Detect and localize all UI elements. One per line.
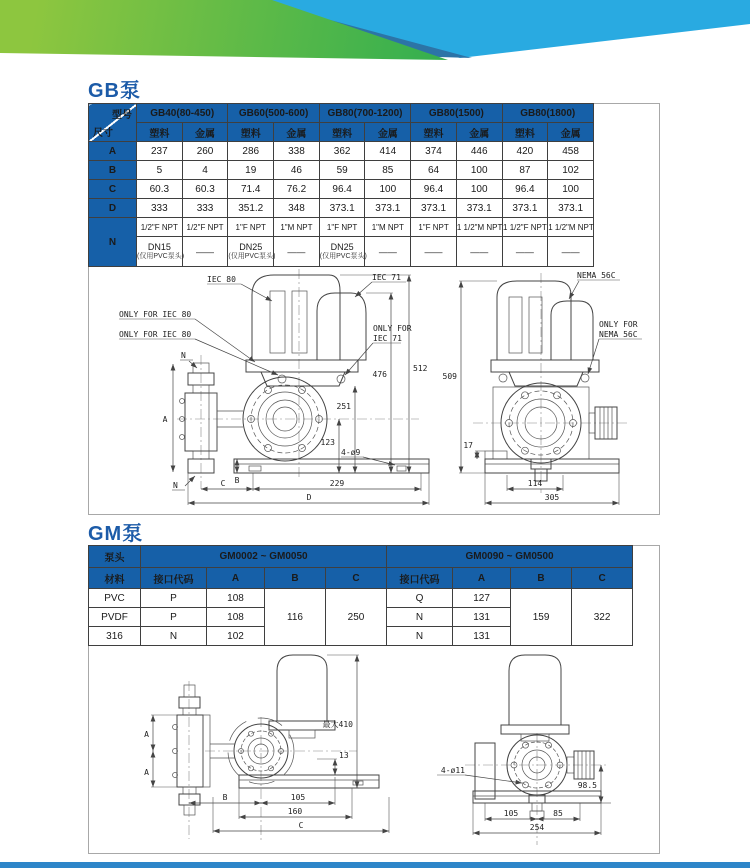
- cell: 127: [453, 589, 511, 608]
- gb-section-title: GB泵: [88, 80, 141, 102]
- subheader-cell: B: [265, 568, 326, 589]
- cell: 373.1: [456, 199, 502, 218]
- dim-label-C: C: [220, 479, 226, 488]
- model-group-header: GB80(1500): [411, 104, 502, 123]
- table-row: [89, 589, 633, 608]
- dim-label-229: 229: [329, 479, 345, 488]
- cell: 1 1/2"F NPT: [502, 218, 548, 237]
- header-row-models: [89, 546, 633, 568]
- row-label: D: [89, 199, 137, 218]
- corner-bottom-cell: 材料: [89, 568, 141, 589]
- dim-label-holes-4xd9: 4-ø9: [341, 448, 361, 457]
- cell: DN25 (仅用PVC泵头): [319, 237, 365, 267]
- dim-label-B: B: [222, 793, 228, 802]
- cell: 96.4: [502, 180, 548, 199]
- header-row-materials: [89, 123, 594, 142]
- dim-label-305: 305: [544, 493, 560, 502]
- cell: 338: [274, 142, 320, 161]
- liquid-end-stack: [180, 363, 244, 473]
- cell: 348: [274, 199, 320, 218]
- cell: 108: [207, 608, 265, 627]
- subheader-cell: A: [453, 568, 511, 589]
- dim-label-85: 85: [553, 809, 563, 818]
- cell: 373.1: [502, 199, 548, 218]
- cell: 351.2: [228, 199, 274, 218]
- header-row-models: [89, 104, 594, 123]
- row-label: C: [89, 180, 137, 199]
- material-label: 316: [89, 627, 141, 646]
- subheader-cell: 金属: [274, 123, 320, 142]
- model-group-header: GM0090 ~ GM0500: [387, 546, 633, 568]
- label-nema56c: NEMA 56C: [577, 271, 616, 280]
- subheader-cell: 金属: [456, 123, 502, 142]
- dim-label-holes-4xd11: 4-ø11: [440, 766, 465, 775]
- label-only-iec80-2: ONLY FOR IEC 80: [119, 330, 192, 339]
- cell: 96.4: [319, 180, 365, 199]
- gm-section-box: [88, 545, 660, 854]
- cell: 102: [207, 627, 265, 646]
- dim-label-A2: A: [144, 768, 149, 777]
- cell: ——: [274, 237, 320, 267]
- cell: 333: [182, 199, 228, 218]
- cell: 260: [182, 142, 228, 161]
- dim-label-D: D: [306, 493, 312, 502]
- cell: 1"F NPT: [411, 218, 457, 237]
- cell: 458: [548, 142, 594, 161]
- model-group-header: GB60(500-600): [228, 104, 319, 123]
- cell: 373.1: [548, 199, 594, 218]
- cell-merged-b: 116: [265, 589, 326, 646]
- cell: 64: [411, 161, 457, 180]
- cell: ——: [456, 237, 502, 267]
- dim-label-17: 17: [463, 441, 473, 450]
- gb-dimension-drawings: [89, 267, 657, 513]
- model-group-header: GB80(1800): [502, 104, 593, 123]
- cell: 446: [456, 142, 502, 161]
- cell: 237: [137, 142, 183, 161]
- cell: 100: [548, 180, 594, 199]
- table-row: [89, 161, 594, 180]
- table-row: [89, 199, 594, 218]
- gb-spec-table: [88, 103, 594, 267]
- dim-label-123: 123: [320, 438, 335, 447]
- gb-right-drawing: [443, 271, 642, 505]
- subheader-cell: 塑料: [137, 123, 183, 142]
- cell: 96.4: [411, 180, 457, 199]
- cell: 71.4: [228, 180, 274, 199]
- header-banner: [0, 0, 750, 70]
- cell: 60.3: [182, 180, 228, 199]
- cell: 373.1: [319, 199, 365, 218]
- dim-label-13: 13: [339, 751, 349, 760]
- page-bottom-strip: [0, 862, 750, 868]
- row-label: B: [89, 161, 137, 180]
- cell: 60.3: [137, 180, 183, 199]
- cell: 362: [319, 142, 365, 161]
- label-only-iec71-1: ONLY FOR: [373, 324, 412, 333]
- cell: N: [387, 608, 453, 627]
- dim-label-160: 160: [287, 807, 303, 816]
- cell: 373.1: [365, 199, 411, 218]
- cell: DN15 (仅用PVC泵头): [137, 237, 183, 267]
- dim-label-A: A: [162, 415, 168, 424]
- subheader-cell: 金属: [365, 123, 411, 142]
- cell-merged-c: 250: [326, 589, 387, 646]
- subheader-cell: B: [511, 568, 572, 589]
- subheader-cell: 塑料: [411, 123, 457, 142]
- header-row-columns: [89, 568, 633, 589]
- cell: 1 1/2"M NPT: [456, 218, 502, 237]
- cell: 1"F NPT: [319, 218, 365, 237]
- dim-label-254: 254: [529, 823, 545, 832]
- label-only-nema-2: NEMA 56C: [599, 330, 638, 339]
- gm-dimension-drawings: [89, 647, 657, 851]
- dim-label-251: 251: [336, 402, 351, 411]
- cell-merged-b: 159: [511, 589, 572, 646]
- cell: 1/2"F NPT: [182, 218, 228, 237]
- cell: 373.1: [411, 199, 457, 218]
- cell: 131: [453, 608, 511, 627]
- cell-merged-c: 322: [572, 589, 633, 646]
- material-label: PVC: [89, 589, 141, 608]
- cell: N: [387, 627, 453, 646]
- cell: 1/2"F NPT: [137, 218, 183, 237]
- cell: 1 1/2"M NPT: [548, 218, 594, 237]
- corner-top-cell: 泵头: [89, 546, 141, 568]
- subheader-cell: A: [207, 568, 265, 589]
- table-row: [89, 142, 594, 161]
- subheader-cell: 金属: [182, 123, 228, 142]
- cell: 5: [137, 161, 183, 180]
- cell: 1"F NPT: [228, 218, 274, 237]
- cell: 414: [365, 142, 411, 161]
- cell: 108: [207, 589, 265, 608]
- cell: 76.2: [274, 180, 320, 199]
- material-label: PVDF: [89, 608, 141, 627]
- cell: 46: [274, 161, 320, 180]
- cell: DN25 (仅用PVC泵头): [228, 237, 274, 267]
- subheader-cell: 接口代码: [141, 568, 207, 589]
- cell: 102: [548, 161, 594, 180]
- dim-label-476: 476: [372, 370, 387, 379]
- cell: 1"M NPT: [365, 218, 411, 237]
- dim-label-N-top: N: [181, 351, 186, 360]
- label-iec71: IEC 71: [372, 273, 401, 282]
- cell: P: [141, 589, 207, 608]
- cell: 1"M NPT: [274, 218, 320, 237]
- dim-label-98-5: 98.5: [577, 781, 597, 790]
- motor-iec80: [252, 275, 340, 360]
- cell: ——: [365, 237, 411, 267]
- cell: 19: [228, 161, 274, 180]
- label-only-nema-1: ONLY FOR: [599, 320, 638, 329]
- row-label: A: [89, 142, 137, 161]
- cell: ——: [182, 237, 228, 267]
- model-group-header: GB40(80-450): [137, 104, 228, 123]
- base-plate: [234, 459, 429, 473]
- cell: 131: [453, 627, 511, 646]
- dim-label-max410: 最大410: [322, 720, 353, 729]
- gb-left-drawing: [119, 269, 429, 505]
- cell: 100: [456, 161, 502, 180]
- cell: ——: [411, 237, 457, 267]
- cell: 59: [319, 161, 365, 180]
- subheader-cell: C: [572, 568, 633, 589]
- gm-right-drawing: [437, 655, 611, 845]
- model-group-header: GB80(700-1200): [319, 104, 410, 123]
- gm-left-drawing: [144, 655, 389, 843]
- gm-section-title: GM泵: [88, 523, 144, 545]
- subheader-cell: 塑料: [228, 123, 274, 142]
- cell: 85: [365, 161, 411, 180]
- cell: 333: [137, 199, 183, 218]
- base-plate: [239, 775, 379, 788]
- dim-label-105: 105: [503, 809, 519, 818]
- dim-label-105: 105: [290, 793, 306, 802]
- cell: P: [141, 608, 207, 627]
- motor-flange: [246, 360, 358, 372]
- dim-label-509: 509: [442, 372, 457, 381]
- corner-cell: [89, 104, 137, 142]
- cell: 87: [502, 161, 548, 180]
- dim-label-N-bottom: N: [173, 481, 178, 490]
- dim-label-114: 114: [527, 479, 543, 488]
- table-row: [89, 180, 594, 199]
- cell: 374: [411, 142, 457, 161]
- motor-iec71: [317, 293, 366, 360]
- model-group-header: GM0002 ~ GM0050: [141, 546, 387, 568]
- subheader-cell: 金属: [548, 123, 594, 142]
- cell: 100: [456, 180, 502, 199]
- cell: ——: [548, 237, 594, 267]
- subheader-cell: 塑料: [502, 123, 548, 142]
- cell: 4: [182, 161, 228, 180]
- gb-section-box: [88, 103, 660, 515]
- dim-label-512: 512: [413, 364, 428, 373]
- label-iec80: IEC 80: [207, 275, 236, 284]
- subheader-cell: C: [326, 568, 387, 589]
- table-row-npt: [89, 218, 594, 237]
- motor: [501, 655, 569, 741]
- cell: Q: [387, 589, 453, 608]
- corner-top-label: 型号: [112, 110, 132, 121]
- dim-label-B: B: [234, 476, 240, 485]
- label-only-iec71-2: IEC 71: [373, 334, 402, 343]
- cell: N: [141, 627, 207, 646]
- corner-bottom-label: 尺寸: [93, 128, 113, 139]
- cell: 420: [502, 142, 548, 161]
- subheader-cell: 塑料: [319, 123, 365, 142]
- cell: 100: [365, 180, 411, 199]
- cell: ——: [502, 237, 548, 267]
- gm-spec-table: [88, 545, 633, 646]
- dim-label-A1: A: [144, 730, 149, 739]
- row-label: N: [89, 218, 137, 267]
- subheader-cell: 接口代码: [387, 568, 453, 589]
- cell: 286: [228, 142, 274, 161]
- dim-label-C: C: [298, 821, 304, 830]
- table-row-dn: [89, 237, 594, 267]
- motor-nema: [497, 281, 593, 360]
- label-only-iec80-1: ONLY FOR IEC 80: [119, 310, 192, 319]
